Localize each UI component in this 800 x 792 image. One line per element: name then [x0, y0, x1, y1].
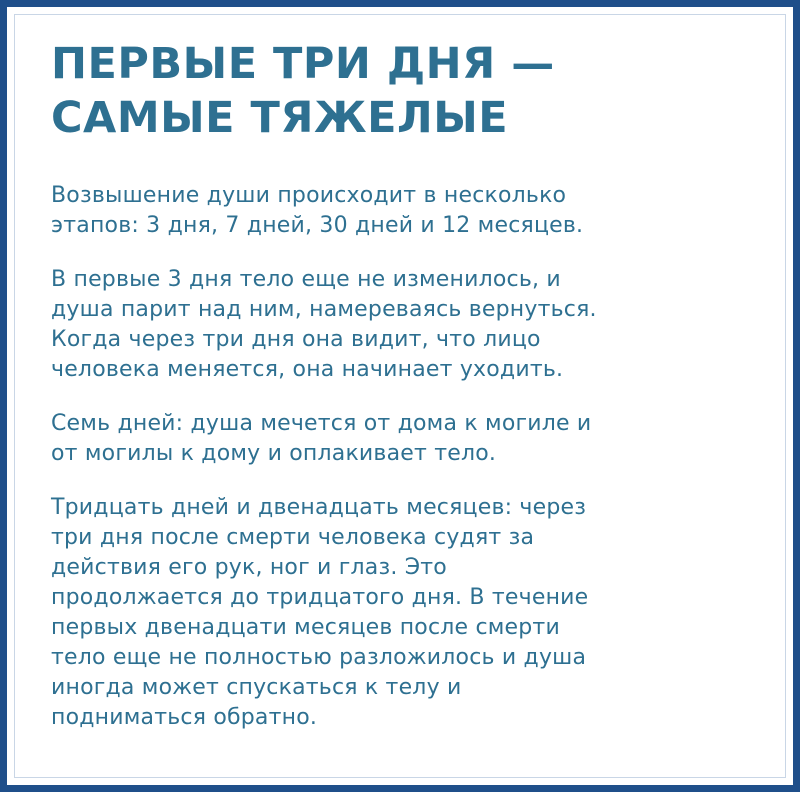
text-line: подниматься обратно. — [51, 705, 318, 730]
paragraph-three-days — [51, 265, 753, 385]
text-line: три дня после смерти человека судят за — [51, 525, 535, 550]
text-line: Когда через три дня она видит, что лицо — [51, 327, 541, 352]
text-line: от могилы к дому и оплакивает тело. — [51, 441, 497, 466]
text-line: тело еще не полностью разложилось и душа — [51, 645, 587, 670]
text-line: этапов: 3 дня, 7 дней, 30 дней и 12 месяцев. — [51, 213, 584, 238]
text-line: человека меняется, она начинает уходить. — [51, 357, 564, 382]
paragraph-intro — [51, 181, 753, 241]
paragraph-thirty-days — [51, 493, 753, 733]
title-line: ПЕРВЫЕ ТРИ ДНЯ — — [51, 39, 555, 89]
text-line: Тридцать дней и двенадцать месяцев: через — [51, 495, 587, 520]
text-line: душа парит над ним, намереваясь вернуться. — [51, 297, 597, 322]
title-line: САМЫЕ ТЯЖЕЛЫЕ — [51, 93, 509, 143]
page-title — [51, 37, 753, 145]
text-line: иногда может спускаться к телу и — [51, 675, 462, 700]
text-line: В первые 3 дня тело еще не изменилось, и — [51, 267, 561, 292]
text-line: первых двенадцати месяцев после смерти — [51, 615, 560, 640]
text-line: Возвышение души происходит в несколько — [51, 183, 567, 208]
paragraph-seven-days — [51, 409, 753, 469]
text-line: Семь дней: душа мечется от дома к могиле и — [51, 411, 592, 436]
text-line: продолжается до тридцатого дня. В течение — [51, 585, 589, 610]
text-line: действия его рук, ног и глаз. Это — [51, 555, 447, 580]
